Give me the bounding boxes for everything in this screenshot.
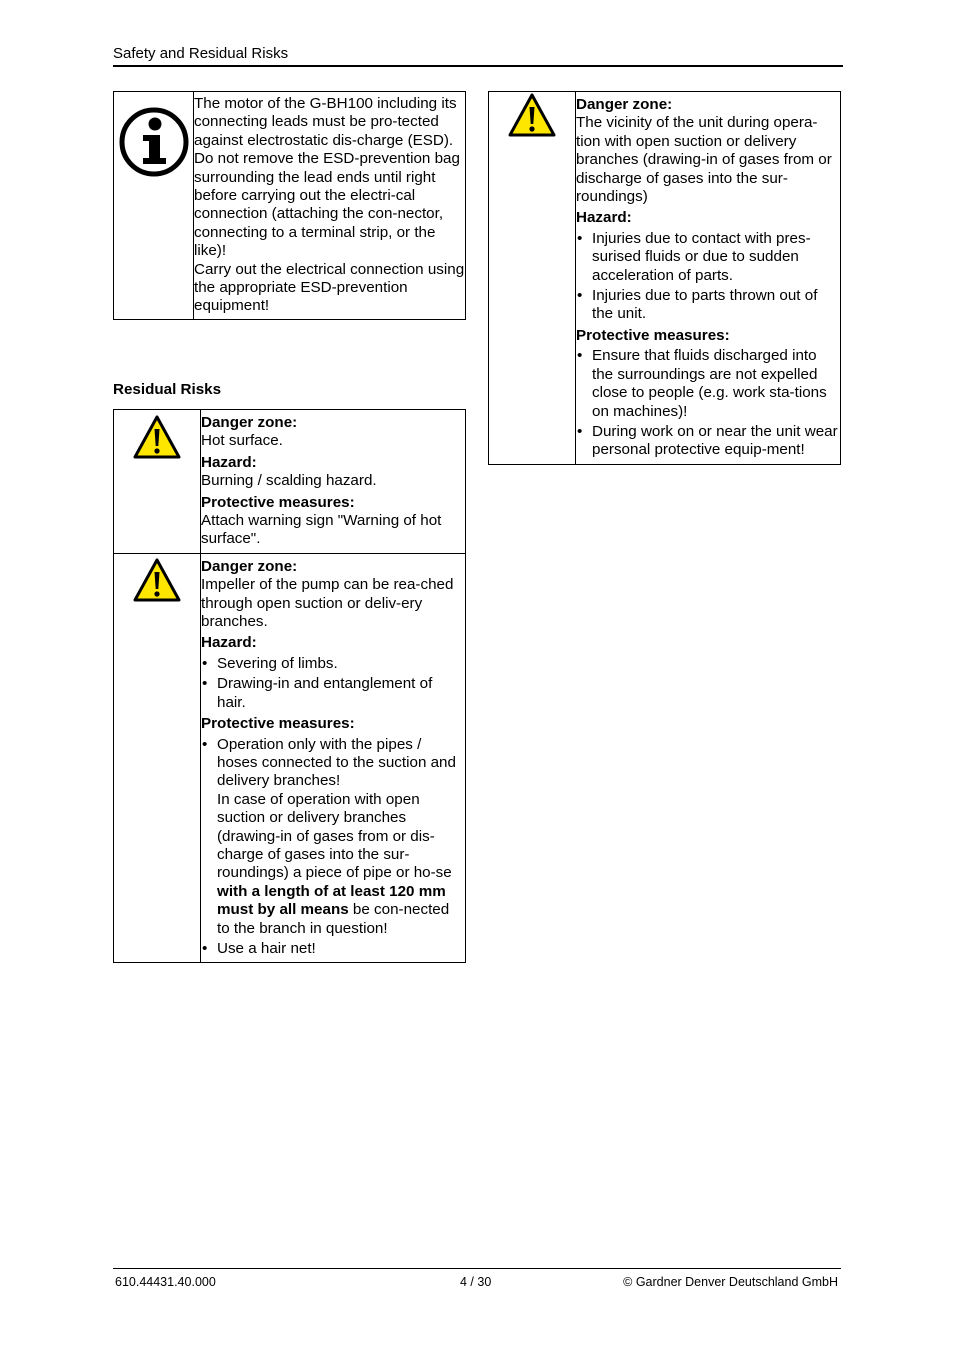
measure-text: • Operation only with the pipes / hoses connected to the suction and delivery branches! [217, 735, 456, 790]
list-item: • Severing of limbs. [201, 655, 465, 673]
danger-zone-text: The vicinity of the unit during opera-tion with open suction or delivery branches (drawing-in of gases from or discharge of gases into the sur-roundings) [576, 114, 832, 206]
protective-measures-label: Protective measures: [576, 326, 730, 344]
measures-list [201, 736, 465, 959]
measures-list [576, 347, 840, 459]
section-heading: Residual Risks [113, 381, 222, 398]
footer-copyright: © Gardner Denver Deutschland GmbH [623, 1275, 838, 1289]
list-item: • During work on or near the unit wear personal protective equip-ment! [576, 423, 840, 460]
list-item [201, 736, 465, 938]
list-item: • Drawing-in and entanglement of hair. [201, 675, 465, 712]
info-icon [118, 106, 190, 178]
danger-zone-text: Impeller of the pump can be rea-ched through open suction or deliv-ery branches. [201, 576, 454, 631]
danger-zone-label: Danger zone: [201, 414, 298, 431]
danger-zone-label: Danger zone: [201, 557, 298, 575]
protective-measures-label: Protective measures: [201, 493, 355, 511]
warning-triangle-icon [133, 415, 181, 459]
protective-measures-text: Attach warning sign "Warning of hot surface". [201, 512, 442, 548]
risk-row-vicinity [489, 92, 841, 465]
danger-zone-text: Hot surface. [201, 432, 283, 450]
list-item: • Injuries due to parts thrown out of the unit. [576, 287, 840, 324]
list-item: • Use a hair net! [201, 940, 465, 958]
header-rule [113, 65, 843, 67]
footer-rule [113, 1268, 841, 1269]
protective-measures-label: Protective measures: [201, 715, 355, 733]
warning-triangle-icon [508, 93, 556, 137]
hazard-label: Hazard: [576, 209, 632, 227]
hazard-text: Burning / scalding hazard. [201, 472, 377, 490]
risk-table-left [113, 409, 466, 963]
measure-text [217, 791, 465, 938]
list-item: • Injuries due to contact with pres-surised fluids or due to sudden acceleration of parts. [576, 230, 840, 285]
hazard-list [576, 230, 840, 324]
measure-emphasis: with a length of at least 120 mm must by all means [217, 882, 446, 919]
list-item: • Ensure that fluids discharged into the surroundings are not expelled close to people (e.g. work sta-tions on machines)! [576, 347, 840, 421]
header-title: Safety and Residual Risks [113, 45, 289, 62]
hazard-list [201, 655, 465, 712]
danger-zone-label: Danger zone: [576, 96, 673, 113]
hazard-label: Hazard: [201, 453, 257, 471]
footer-page-number: 4 / 30 [460, 1275, 492, 1289]
info-paragraph-2: Do not remove the ESD-prevention bag surrounding the lead ends until right before carrying out the electri-cal connection (attaching the con-nector, connecting to a terminal strip, or the like)! [194, 150, 460, 260]
info-paragraph-3: Carry out the electrical connection using the appropriate ESD-prevention equipment! [194, 260, 465, 315]
hazard-label: Hazard: [201, 634, 257, 652]
footer-doc-number: 610.44431.40.000 [115, 1275, 216, 1289]
measure-text-part: In case of operation with open suction or delivery branches (drawing-in of gases from or dis-charge of gases into the sur-roundings) a piece of pipe or ho-se [217, 790, 452, 882]
warning-triangle-icon [133, 558, 181, 602]
info-paragraph-1: The motor of the G-BH100 including its connecting leads must be pro-tected against electrostatic dis-charge (ESD). [194, 95, 457, 149]
risk-row-hot-surface [114, 410, 466, 554]
measure-text-part: be con-nected to the branch in question! [217, 901, 450, 937]
risk-table-right [488, 91, 841, 465]
risk-row-impeller [114, 553, 466, 963]
info-box [113, 91, 466, 320]
